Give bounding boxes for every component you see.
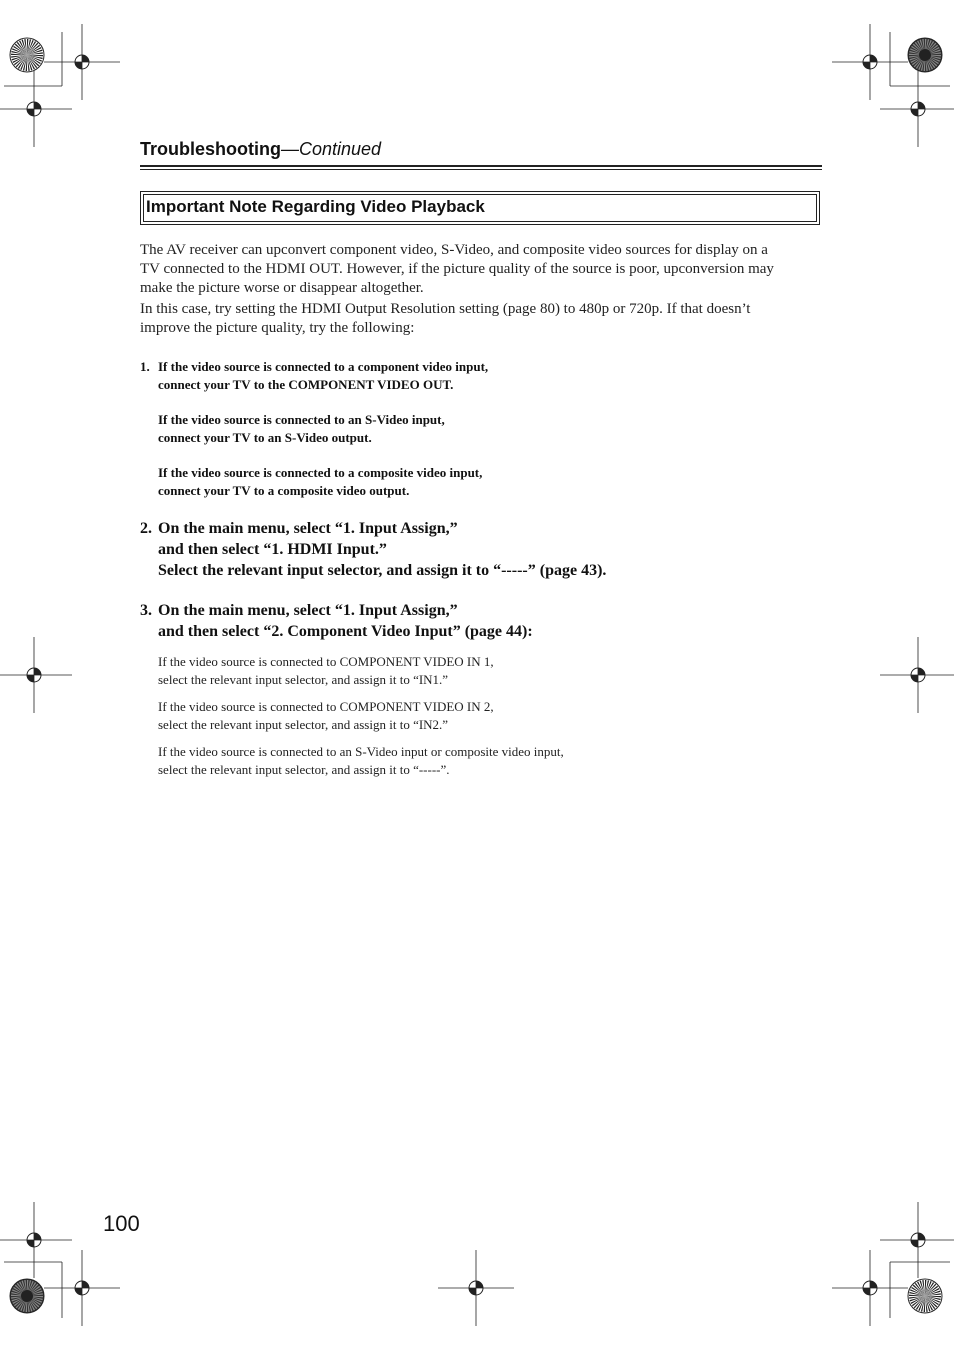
intro-line: In this case, try setting the HDMI Output Resolution setting (page 80) to 480p or 720p. If that doesn’t xyxy=(140,301,751,317)
note-line: If the video source is connected to COMPONENT VIDEO IN 1, xyxy=(158,654,494,669)
registration-crosshair-icon xyxy=(0,71,72,147)
note-line: select the relevant input selector, and assign it to “-----”. xyxy=(158,761,450,777)
header-rule-thick xyxy=(140,165,822,167)
step-1-line: If the video source is connected to a component video input, xyxy=(158,359,489,374)
header-rule-thin xyxy=(140,169,822,170)
step-number: 2. xyxy=(140,520,152,537)
radial-target-icon xyxy=(908,38,942,72)
intro-line: The AV receiver can upconvert component video, S-Video, and composite video sources for display on a xyxy=(140,242,768,258)
radial-target-icon xyxy=(10,38,44,72)
header-section: Troubleshooting xyxy=(140,139,281,159)
registration-crosshair-icon xyxy=(0,1202,72,1278)
registration-crosshair-icon xyxy=(880,1202,954,1278)
intro-line: TV connected to the HDMI OUT. However, if the picture quality of the source is poor, upconversion may xyxy=(140,261,774,277)
step-1 xyxy=(140,358,840,508)
step-3-text xyxy=(158,600,533,642)
step-3-note xyxy=(158,698,818,733)
step-3-line: On the main menu, select “1. Input Assign,” xyxy=(158,602,458,619)
step-1-item xyxy=(158,411,445,446)
step-1-line: If the video source is connected to a composite video input, xyxy=(158,465,483,480)
note-line: select the relevant input selector, and assign it to “IN2.” xyxy=(158,716,449,732)
registration-crosshair-icon xyxy=(0,637,72,713)
step-3-note xyxy=(158,653,818,688)
note-line: If the video source is connected to COMPONENT VIDEO IN 2, xyxy=(158,699,494,714)
registration-crosshair-icon xyxy=(832,24,908,100)
step-number: 1. xyxy=(140,359,150,374)
step-1-line: If the video source is connected to an S-Video input, xyxy=(158,412,445,427)
step-2-line: On the main menu, select “1. Input Assign,” xyxy=(158,520,458,537)
step-number: 3. xyxy=(140,602,152,619)
step-1-line: connect your TV to an S-Video output. xyxy=(158,429,372,445)
registration-crosshair-icon xyxy=(44,1250,120,1326)
step-1-item xyxy=(158,464,482,499)
step-1-line: connect your TV to a composite video output. xyxy=(158,482,410,498)
registration-crosshair-icon xyxy=(438,1250,514,1326)
page-number: 100 xyxy=(103,1211,140,1236)
registration-crosshair-icon xyxy=(44,24,120,100)
running-header xyxy=(140,139,381,160)
section-title: Important Note Regarding Video Playback xyxy=(146,197,485,216)
step-1-item xyxy=(158,358,488,393)
step-2-line: and then select “1. HDMI Input.” xyxy=(158,541,387,558)
registration-crosshair-icon xyxy=(880,71,954,147)
section-title-box xyxy=(140,191,820,225)
note-line: select the relevant input selector, and assign it to “IN1.” xyxy=(158,671,449,687)
intro-line: improve the picture quality, try the following: xyxy=(140,320,415,336)
step-2-line: Select the relevant input selector, and assign it to “-----” (page 43). xyxy=(158,562,607,579)
step-2-text xyxy=(158,518,606,581)
step-3 xyxy=(140,600,840,650)
intro-paragraph-1 xyxy=(140,241,822,298)
registration-crosshair-icon xyxy=(880,637,954,713)
step-1-line: connect your TV to the COMPONENT VIDEO OUT. xyxy=(158,376,454,392)
intro-paragraph-2 xyxy=(140,300,822,338)
step-3-note xyxy=(158,743,818,778)
header-continued: —Continued xyxy=(281,139,382,159)
intro-line: make the picture worse or disappear altogether. xyxy=(140,280,424,296)
note-line: If the video source is connected to an S-Video input or composite video input, xyxy=(158,744,564,759)
step-3-line: and then select “2. Component Video Input” (page 44): xyxy=(158,623,533,640)
radial-target-icon xyxy=(10,1279,44,1313)
step-2 xyxy=(140,518,840,588)
radial-target-icon xyxy=(908,1279,942,1313)
registration-crosshair-icon xyxy=(832,1250,908,1326)
